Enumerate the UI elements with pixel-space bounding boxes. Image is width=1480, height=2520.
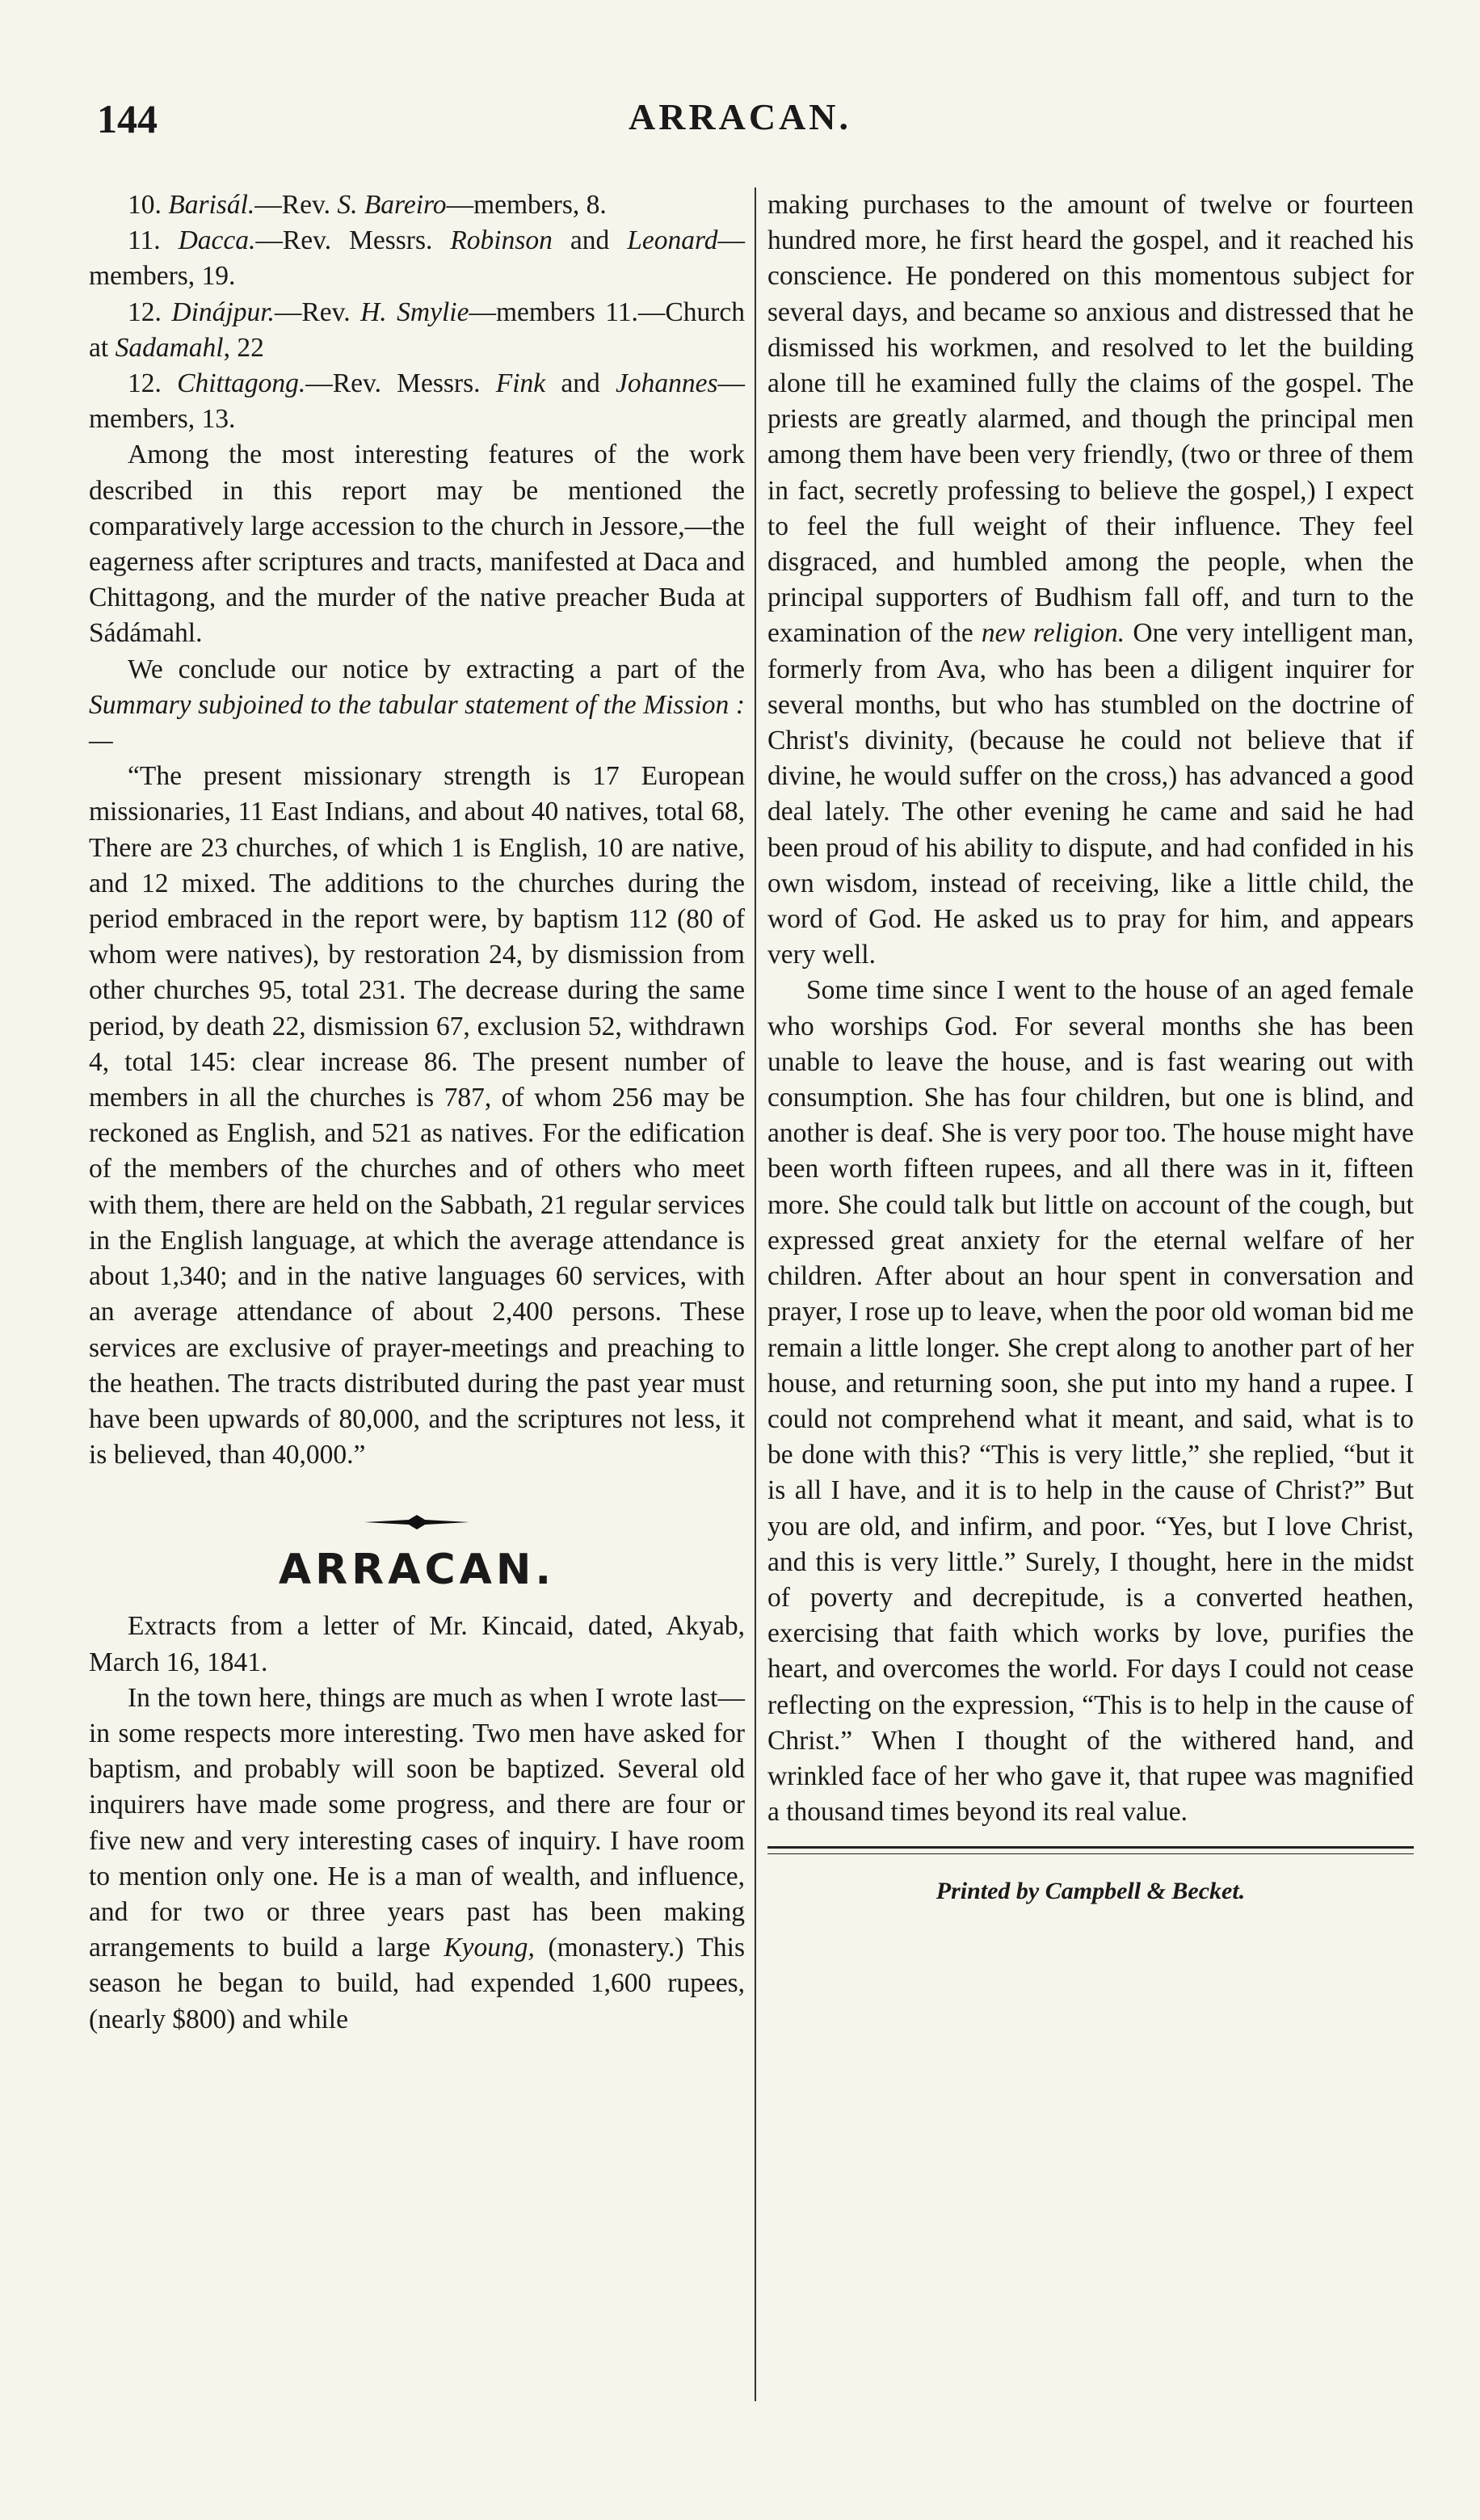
entry-place: Chittagong. xyxy=(177,368,306,399)
paragraph-text: We conclude our notice by extracting a part of the xyxy=(128,654,745,684)
printer-imprint: Printed by Campbell & Becket. xyxy=(936,1878,1246,1905)
entry-text: —Rev. Messrs. xyxy=(305,368,496,399)
paragraph-text: One very intelligent man, formerly from Ava, who has been a diligent inquirer for several months, but who has stumbled on the doctrine of Christ's divinity, (because he could not believe that if divine, he would suffer on the cross,) has advanced a good deal lately. The other evening he came and said he had been proud of his ability to dispute, and had confided in his own wisdom, instead of receiving, like a little child, the word of God. He asked us to pray for him, and appears very well. xyxy=(767,618,1414,970)
section-heading: ARRACAN. xyxy=(278,1546,556,1595)
entry-text: —Rev. Messrs. xyxy=(255,225,451,256)
paragraph-text: In the town here, things are much as when I wrote last—in some respects more interesting. Two men have asked for baptism, and probably will soon be baptized. Several old inquirers have made some progress, and there are four or five new and very interesting cases of inquiry. I have room to mention only one. He is a man of wealth, and influence, and for two or three years past has been making arrangements to build a large xyxy=(89,1682,745,1963)
entry-text: —members, 13. xyxy=(89,368,746,435)
entry-text: and xyxy=(545,368,616,399)
page-number: 144 xyxy=(97,96,158,141)
station-entry xyxy=(89,187,745,223)
station-entry xyxy=(89,295,745,366)
entry-text: —Rev. xyxy=(254,190,338,220)
entry-person: Fink xyxy=(495,368,546,399)
entry-person: Leonard xyxy=(627,225,718,256)
paragraph-italic: Kyoung, xyxy=(444,1933,535,1963)
entry-text: —members, 19. xyxy=(89,225,745,292)
entry-text: —members, 8. xyxy=(446,190,607,220)
paragraph-text: (monastery.) This season he began to build, had expended 1,600 rupees, (nearly $800) and while xyxy=(89,1933,746,2034)
end-rule xyxy=(767,1846,1414,1854)
paragraph xyxy=(89,1681,745,2038)
entry-text: —Rev. xyxy=(274,297,361,327)
entry-person: S. Bareiro xyxy=(337,190,447,220)
entry-number: 12. xyxy=(128,297,162,327)
paragraph: Some time since I went to the house of an aged female who worships God. For several months she has been unable to leave the house, and is fast wearing out with consumption. She has four children, but one is blind, and another is deaf. She is very poor too. The house might have been worth fifteen rupees, and all there was in it, fifteen more. She could talk but little on account of the cough, but expressed great anxiety for the eternal welfare of her children. After about an hour spent in conversation and prayer, I rose up to leave, when the poor old woman bid me remain a little longer. She crept along to another part of her house, and returning soon, she put into my hand a rupee. I could not comprehend what it meant, and said, what is to be done with this? “This is very little,” she replied, “but it is all I have, and it is to help in the cause of Christ?” But you are old, and infirm, and poor. “Yes, but I love Christ, and this is very little.” Surely, I thought, here in the midst of poverty and decrepitude, is a converted heathen, exercising that faith which works by love, purifies the heart, and overcomes the world. For days I could not cease reflecting on the expression, “This is to help in the cause of Christ.” When I thought of the withered hand, and wrinkled face of her who gave it, that rupee was magnified a thousand times beyond its real value. xyxy=(767,975,1414,1828)
left-column xyxy=(89,187,745,2038)
paragraph xyxy=(767,187,1414,973)
ornament-icon xyxy=(364,1513,469,1531)
paragraph-italic: Summary subjoined to the tabular statement of the Mission :— xyxy=(89,689,745,756)
paragraph-italic: new religion. xyxy=(981,618,1125,649)
quotation-paragraph: “The present missionary strength is 17 European missionaries, 11 East Indians, and about 40 natives, total 68, There are 23 churches, of which 1 is English, 10 are native, and 12 mixed. The additions to the churches during the period embraced in the report were, by baptism 112 (80 of whom were natives), by restoration 24, by dismission from other churches 95, total 231. The decrease during the same period, by death 22, dismission 67, exclusion 52, withdrawn 4, total 145: clear increase 86. The present number of members in all the churches is 787, of whom 256 may be reckoned as English, and 521 as natives. For the edification of the members of the churches and of others who meet with them, there are held on the Sabbath, 21 regular services in the English language, at which the average attendance is about 1,340; and in the native languages 60 services, with an average attendance of about 2,400 persons. These services are exclusive of prayer-meetings and preaching to the heathen. The tracts distributed during the past year must have been upwards of 80,000, and the scriptures not less, it is believed, than 40,000.” xyxy=(89,761,745,1470)
entry-number: 12. xyxy=(128,368,162,399)
entry-text: —members 11.—Church at xyxy=(89,297,746,363)
entry-text: , 22 xyxy=(223,332,264,363)
paragraph-text: making purchases to the amount of twelve or fourteen hundred more, he first heard the gospel, and it reached his conscience. He pondered on this momentous subject for several days, and became so anxious and distressed that he dismissed his workmen, and resolved to let the building alone till he examined fully the claims of the gospel. The priests are greatly alarmed, and though the principal men among them have been very friendly, (two or three of them in fact, secretly professing to believe the gospel,) I expect to feel the full weight of their influence. They feel disgraced, and humbled among the people, when the principal supporters of Budhism fall off, and turn to the examination of the xyxy=(767,190,1414,649)
running-title: ARRACAN. xyxy=(628,96,852,137)
entry-number: 11. xyxy=(128,225,161,256)
entry-person: H. Smylie xyxy=(360,297,469,327)
entry-place: Dinájpur. xyxy=(171,297,275,327)
entry-person: Johannes xyxy=(615,368,718,399)
entry-place: Barisál. xyxy=(168,190,255,220)
extract-intro: Extracts from a letter of Mr. Kincaid, dated, Akyab, March 16, 1841. xyxy=(89,1611,745,1677)
entry-place: Sadamahl xyxy=(115,332,224,363)
entry-place: Dacca. xyxy=(178,225,256,256)
paragraph: Among the most interesting features of the work described in this report may be mentioned the comparatively large accession to the church in Jessore,—the eagerness after scriptures and tracts, manifested at Daca and Chittagong, and the murder of the native preacher Buda at Sádámahl. xyxy=(89,440,745,649)
entry-text: and xyxy=(552,225,628,256)
entry-person: Robinson xyxy=(450,225,553,256)
entry-number: 10. xyxy=(128,190,162,220)
station-entry xyxy=(89,366,745,437)
ornament-divider xyxy=(89,1505,745,1523)
paragraph xyxy=(89,652,745,759)
right-column xyxy=(767,187,1414,1910)
column-divider xyxy=(755,187,756,2401)
station-entry xyxy=(89,223,745,294)
